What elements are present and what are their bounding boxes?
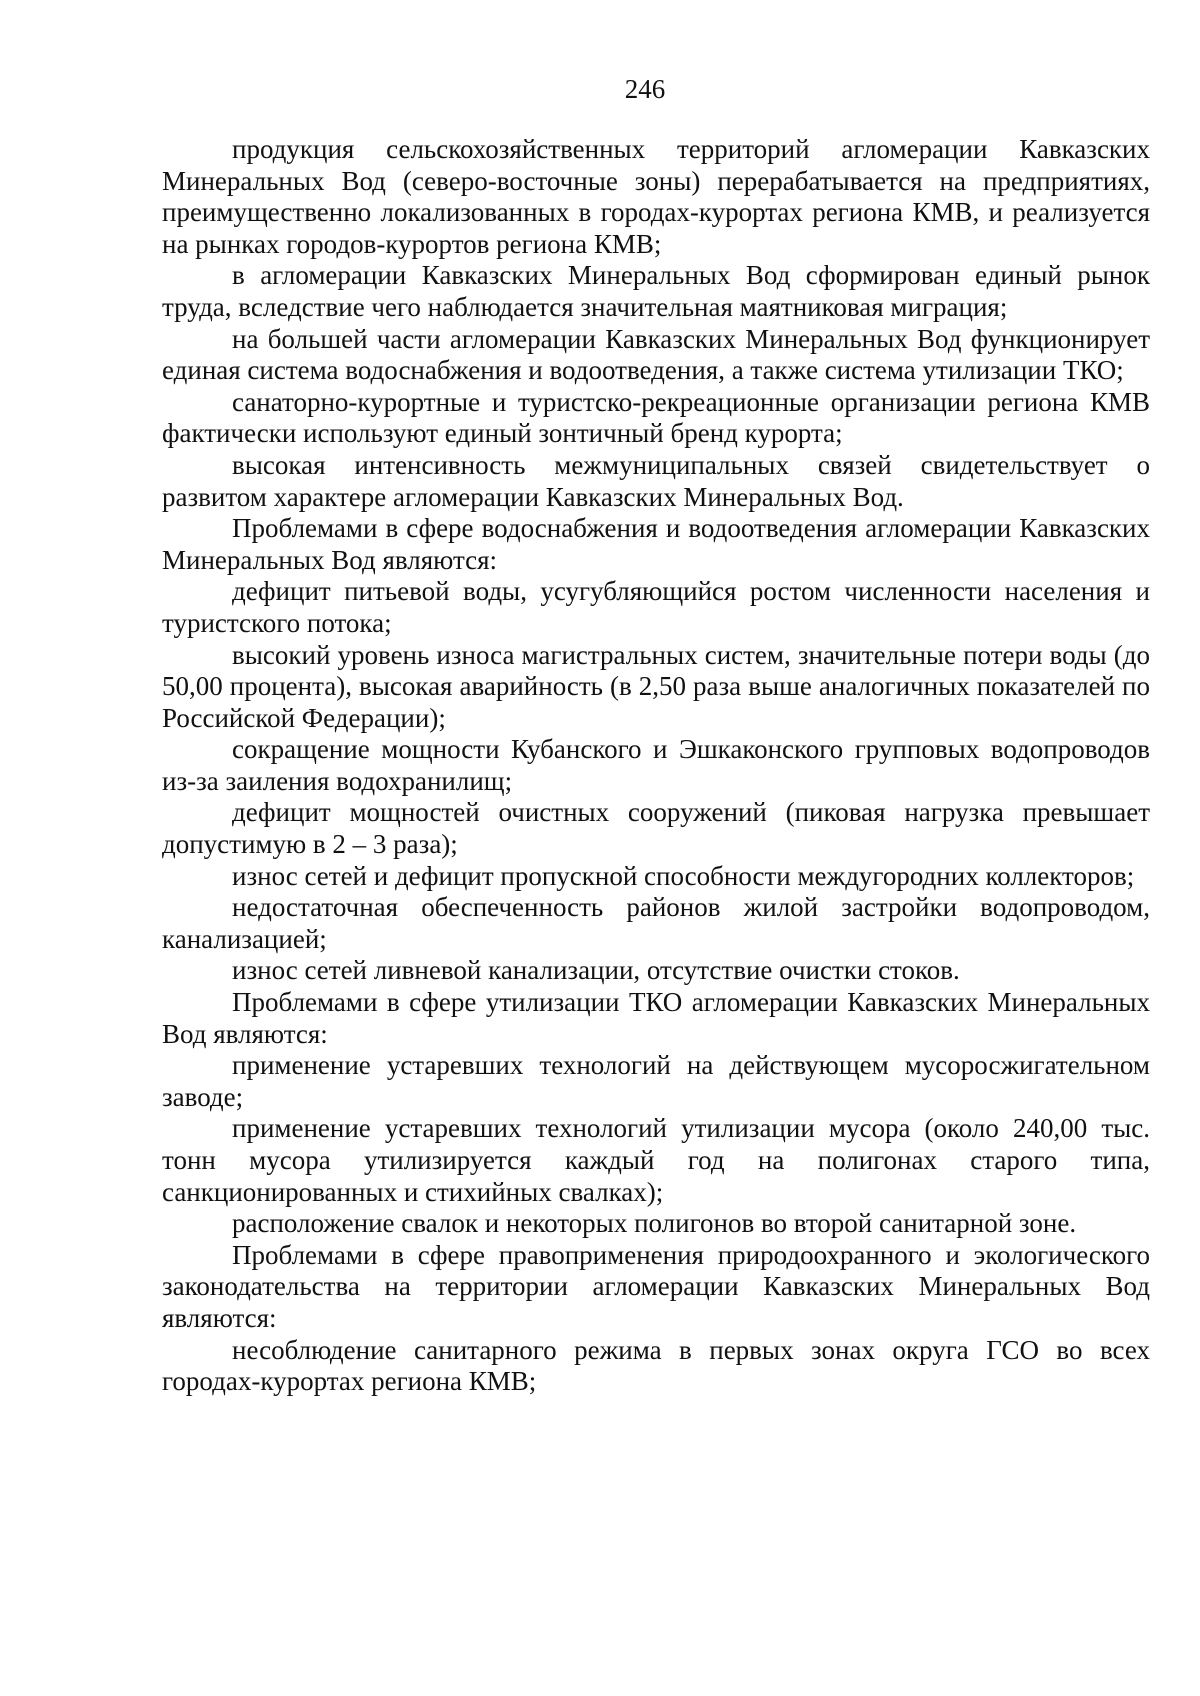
paragraph: в агломерации Кавказских Минеральных Вод сформирован единый рынок труда, вследствие чего наблюдается значительная маятниковая миграция; [162, 260, 1150, 322]
paragraph: санаторно-курортные и туристско-рекреационные организации региона КМВ фактически используют единый зонтичный бренд курорта; [162, 386, 1150, 449]
paragraph: несоблюдение санитарного режима в первых зонах округа ГСО во всех городах-курортах региона КМВ; [162, 1334, 1150, 1397]
paragraph: дефицит питьевой воды, усугубляющийся ростом численности населения и туристского потока; [162, 576, 1150, 638]
document-body [162, 134, 1150, 1398]
paragraph: износ сетей и дефицит пропускной способности междугородних коллекторов; [232, 860, 1135, 891]
page-number: 246 [624, 74, 666, 104]
paragraph: высокая интенсивность межмуниципальных связей свидетельствует о развитом характере агломерации Кавказских Минеральных Вод. [162, 449, 1150, 512]
paragraph: дефицит мощностей очистных сооружений (пиковая нагрузка превышает допустимую в 2 – 3 раза); [162, 797, 1150, 860]
paragraph: продукция сельскохозяйственных территорий агломерации Кавказских Минеральных Вод (северо-восточные зоны) перерабатывается на предприятиях, преимущественно локализованных в городах-курортах региона КМВ, и реализуется на рынках городов-курортов региона КМВ; [162, 134, 1150, 259]
paragraph: недостаточная обеспеченность районов жилой застройки водопроводом, канализацией; [162, 892, 1150, 954]
section-intro-paragraph: Проблемами в сфере утилизации ТКО агломерации Кавказских Минеральных Вод являются: [162, 987, 1150, 1049]
section-intro-paragraph: Проблемами в сфере правоприменения природоохранного и экологического законодательства на территории агломерации Кавказских Минеральных Вод являются: [162, 1239, 1150, 1333]
paragraph: на большей части агломерации Кавказских Минеральных Вод функционирует единая система водоснабжения и водоотведения, а также система утилизации ТКО; [162, 323, 1150, 386]
paragraph: износ сетей ливневой канализации, отсутствие очистки стоков. [232, 955, 960, 986]
paragraph: применение устаревших технологий на действующем мусоросжигательном заводе; [162, 1050, 1150, 1112]
section-intro-paragraph: Проблемами в сфере водоснабжения и водоотведения агломерации Кавказских Минеральных Вод являются: [162, 513, 1150, 575]
paragraph: сокращение мощности Кубанского и Эшкаконского групповых водопроводов из-за заиления водохранилищ; [162, 734, 1150, 796]
paragraph: применение устаревших технологий утилизации мусора (около 240,00 тыс. тонн мусора утилизируется каждый год на полигонах старого типа, санкционированных и стихийных свалках); [162, 1113, 1150, 1207]
paragraph: расположение свалок и некоторых полигонов во второй санитарной зоне. [232, 1208, 1077, 1239]
paragraph: высокий уровень износа магистральных систем, значительные потери воды (до 50,00 процента), высокая аварийность (в 2,50 раза выше аналогичных показателей по Российской Федерации); [162, 639, 1150, 733]
